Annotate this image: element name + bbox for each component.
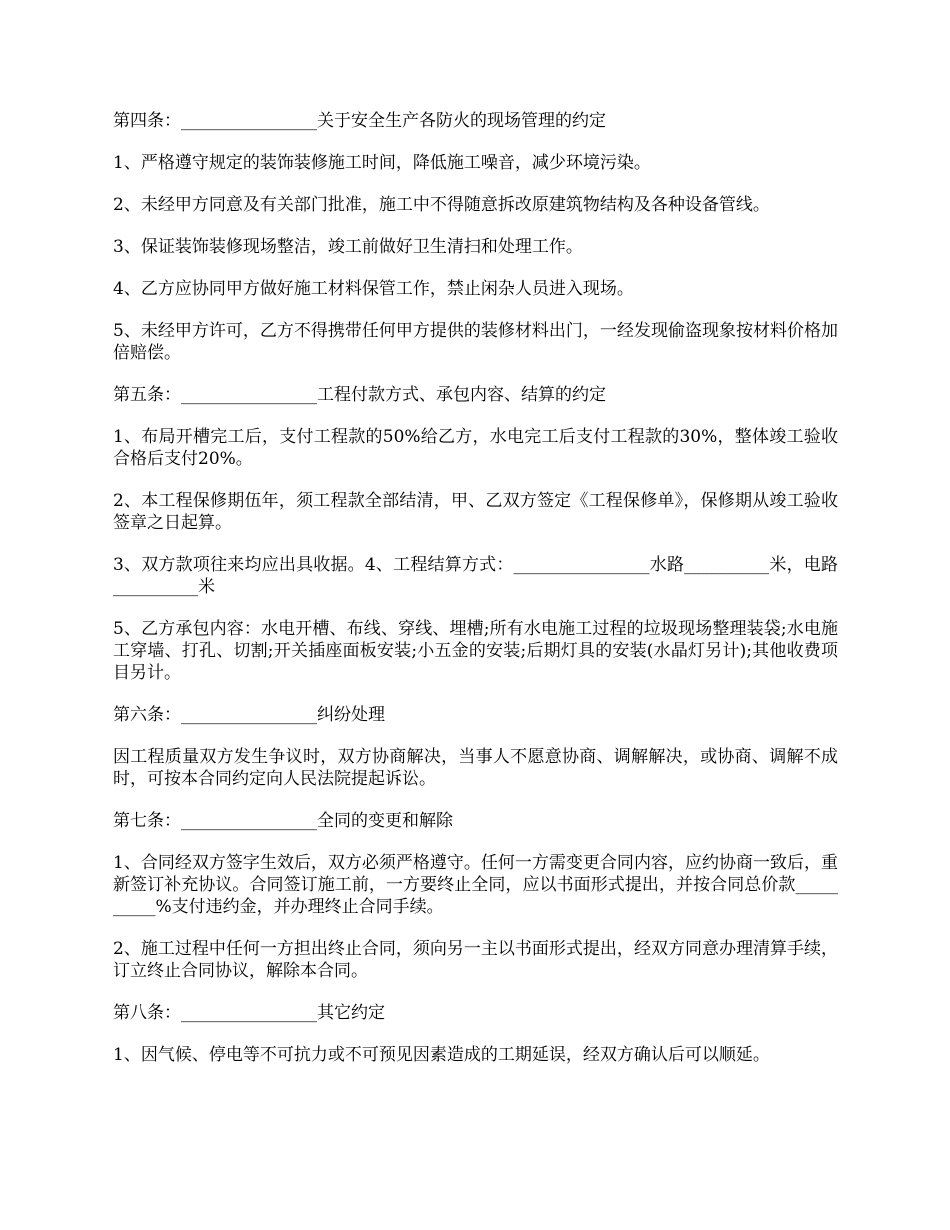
article-5-clause-1: 1、布局开槽完工后，支付工程款的50%给乙方，水电完工后支付工程款的30%，整体竣工验收合格后支付20%。 xyxy=(113,427,838,469)
article-5-heading: 第五条：________________工程付款方式、承包内容、结算的约定 xyxy=(113,385,606,405)
article-5-clause-3-4: 3、双方款项往来均应出具收据。4、工程结算方式：________________水路__________米，电路__________米 xyxy=(113,555,838,597)
article-4-clause-3: 3、保证装饰装修现场整洁，竣工前做好卫生清扫和处理工作。 xyxy=(113,237,583,257)
article-4-clause-4: 4、乙方应协同甲方做好施工材料保管工作，禁止闲杂人员进入现场。 xyxy=(113,279,634,299)
article-7-clause-1: 1、合同经双方签字生效后，双方必须严格遵守。任何一方需变更合同内容，应约协商一致后，重新签订补充协议。合同签订施工前，一方要终止全同，应以书面形式提出，并按合同总价款__________%支付违约金，并办理终止合同手续。 xyxy=(113,853,838,917)
article-4-clause-5: 5、未经甲方许可，乙方不得携带任何甲方提供的装修材料出门，一经发现偷盗现象按材料价格加倍赔偿。 xyxy=(113,321,838,363)
article-4-heading: 第四条：________________关于安全生产各防火的现场管理的约定 xyxy=(113,111,606,131)
article-5-clause-5: 5、乙方承包内容：水电开槽、布线、穿线、埋槽;所有水电施工过程的垃圾现场整理装袋;水电施工穿墙、打孔、切割;开关插座面板安装;小五金的安装;后期灯具的安装(水晶灯另计);其他收费项目另计。 xyxy=(113,619,838,683)
article-4-clause-1: 1、严格遵守规定的装饰装修施工时间，降低施工噪音，减少环境污染。 xyxy=(113,153,651,173)
document-body xyxy=(113,110,838,1086)
article-6-heading: 第六条：________________纠纷处理 xyxy=(113,705,385,725)
article-4-clause-2: 2、未经甲方同意及有关部门批准，施工中不得随意拆改原建筑物结构及各种设备管线。 xyxy=(113,195,770,215)
article-8-heading: 第八条：________________其它约定 xyxy=(113,1003,385,1023)
article-7-clause-2: 2、施工过程中任何一方担出终止合同，须向另一主以书面形式提出，经双方同意办理清算手续，订立终止合同协议，解除本合同。 xyxy=(113,939,838,981)
article-7-heading: 第七条：________________全同的变更和解除 xyxy=(113,811,453,831)
article-8-clause-1: 1、因气候、停电等不可抗力或不可预见因素造成的工期延误，经双方确认后可以顺延。 xyxy=(113,1045,770,1065)
article-6-body: 因工程质量双方发生争议时，双方协商解决，当事人不愿意协商、调解解决，或协商、调解不成时，可按本合同约定向人民法院提起诉讼。 xyxy=(113,747,838,789)
article-5-clause-2: 2、本工程保修期伍年，须工程款全部结清，甲、乙双方签定《工程保修单》，保修期从竣工验收签章之日起算。 xyxy=(113,491,838,533)
